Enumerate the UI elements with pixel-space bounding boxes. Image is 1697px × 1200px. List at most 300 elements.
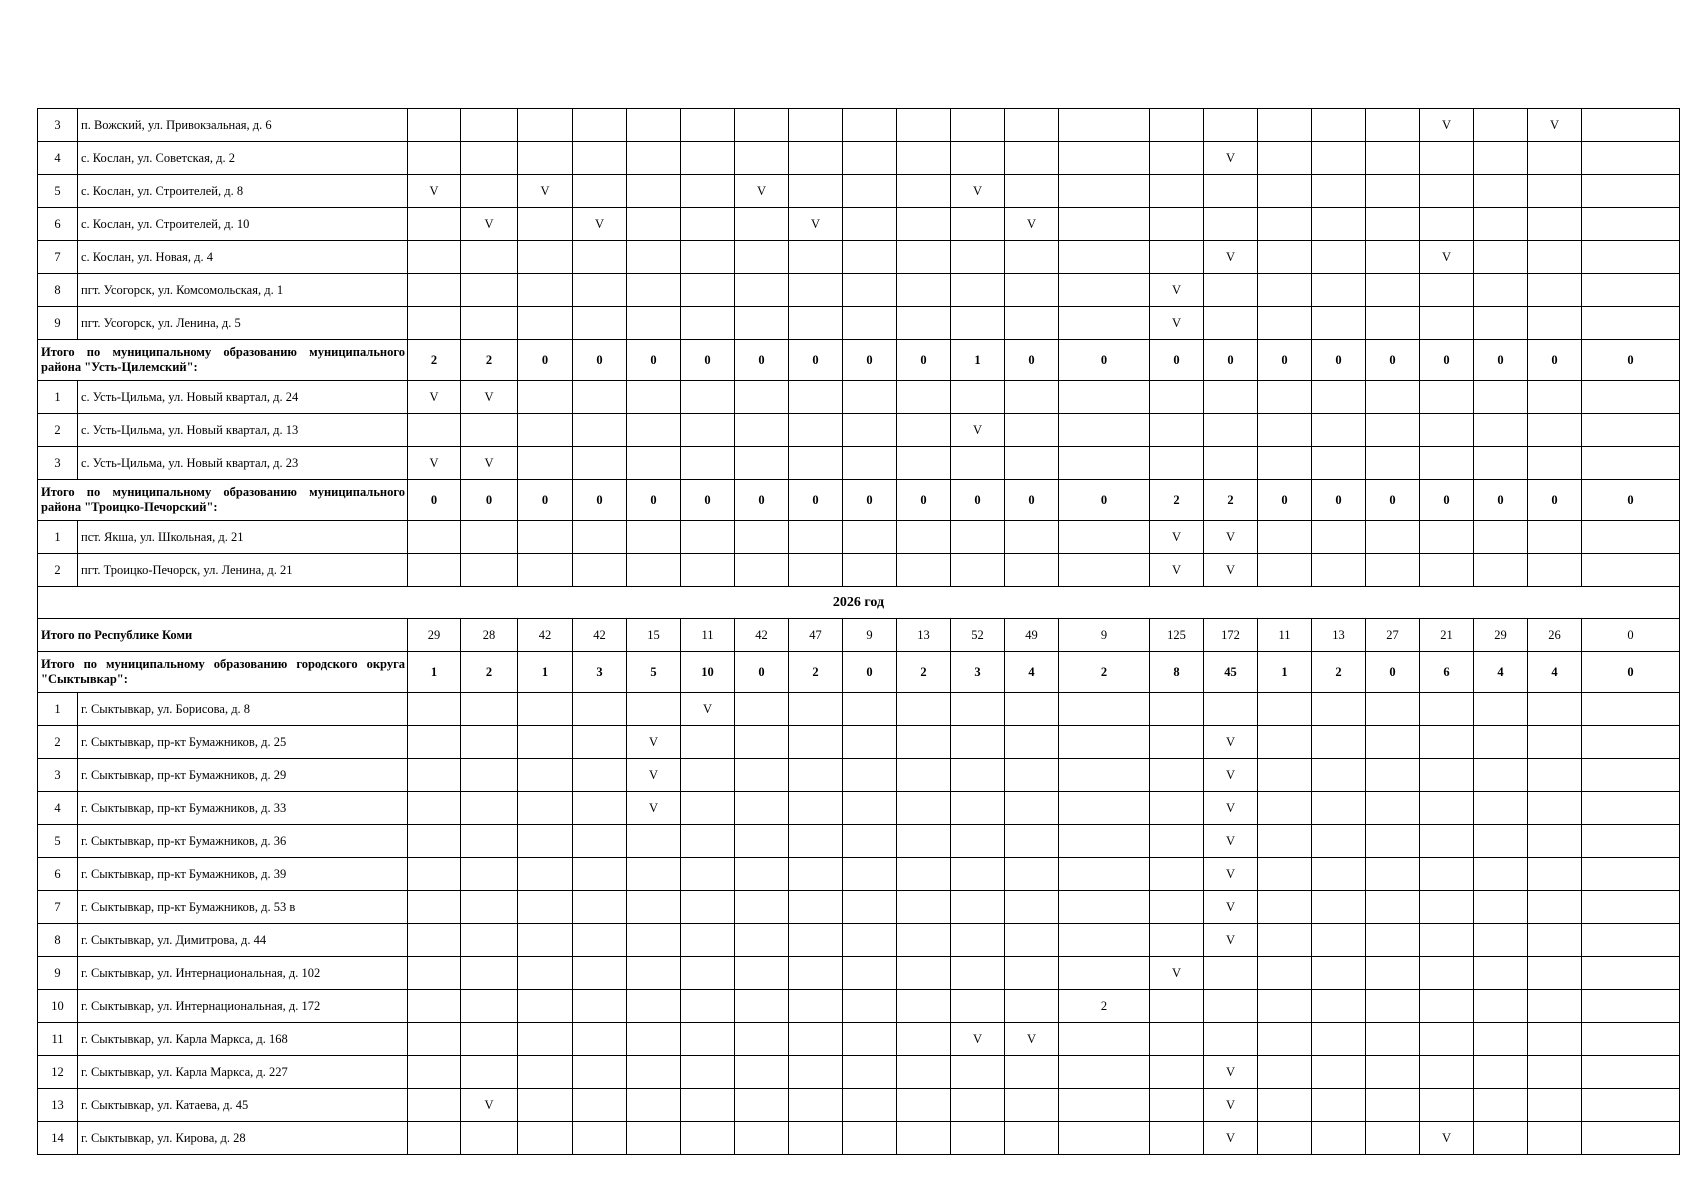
mark-cell: V <box>461 1089 518 1122</box>
mark-cell <box>1366 274 1420 307</box>
row-number: 2 <box>38 414 78 447</box>
mark-cell <box>1474 109 1528 142</box>
table-row <box>38 414 1680 447</box>
mark-cell <box>518 924 573 957</box>
table-row <box>38 1089 1680 1122</box>
table-row <box>38 693 1680 726</box>
mark-cell <box>627 307 681 340</box>
mark-cell <box>1582 825 1680 858</box>
mark-cell <box>1528 1122 1582 1155</box>
total-cell: 0 <box>627 480 681 521</box>
total-cell: 0 <box>573 340 627 381</box>
mark-cell <box>518 307 573 340</box>
mark-cell <box>1258 957 1312 990</box>
mark-cell <box>1474 759 1528 792</box>
mark-cell <box>573 447 627 480</box>
mark-cell <box>518 792 573 825</box>
mark-cell <box>1005 142 1059 175</box>
mark-cell <box>573 792 627 825</box>
total-cell: 0 <box>1005 340 1059 381</box>
mark-cell <box>897 241 951 274</box>
mark-cell <box>897 521 951 554</box>
mark-cell <box>681 554 735 587</box>
mark-cell <box>897 924 951 957</box>
mark-cell <box>1582 208 1680 241</box>
mark-cell <box>518 759 573 792</box>
mark-cell <box>1204 208 1258 241</box>
mark-cell: V <box>1150 274 1204 307</box>
total-cell: 0 <box>1420 480 1474 521</box>
total-cell: 0 <box>518 480 573 521</box>
mark-cell <box>1150 208 1204 241</box>
mark-cell <box>681 1023 735 1056</box>
mark-cell <box>1366 1056 1420 1089</box>
mark-cell <box>681 521 735 554</box>
mark-cell: V <box>789 208 843 241</box>
mark-cell <box>1204 307 1258 340</box>
total-cell: 0 <box>1582 480 1680 521</box>
mark-cell <box>573 274 627 307</box>
total-cell: 42 <box>735 619 789 652</box>
mark-cell <box>1528 1056 1582 1089</box>
mark-cell <box>1312 554 1366 587</box>
table-row <box>38 759 1680 792</box>
mark-cell <box>1312 924 1366 957</box>
mark-cell <box>681 1122 735 1155</box>
mark-cell <box>1474 554 1528 587</box>
total-cell: 42 <box>518 619 573 652</box>
mark-cell <box>1420 726 1474 759</box>
mark-cell <box>1005 414 1059 447</box>
municipality-total-label: Итого по муниципальному образованию муниципального района "Троицко-Печорский": <box>38 480 408 521</box>
mark-cell <box>573 1023 627 1056</box>
mark-cell <box>1005 693 1059 726</box>
row-number: 6 <box>38 858 78 891</box>
mark-cell: V <box>1204 792 1258 825</box>
address-cell: г. Сыктывкар, ул. Борисова, д. 8 <box>78 693 408 726</box>
address-cell: г. Сыктывкар, пр-кт Бумажников, д. 39 <box>78 858 408 891</box>
mark-cell <box>1204 693 1258 726</box>
total-cell: 4 <box>1005 652 1059 693</box>
mark-cell <box>897 693 951 726</box>
mark-cell <box>789 521 843 554</box>
mark-cell <box>1005 891 1059 924</box>
mark-cell <box>1005 109 1059 142</box>
mark-cell <box>789 792 843 825</box>
mark-cell <box>573 858 627 891</box>
mark-cell <box>843 521 897 554</box>
total-cell: 5 <box>627 652 681 693</box>
mark-cell <box>1582 759 1680 792</box>
mark-cell <box>789 726 843 759</box>
mark-cell <box>1258 858 1312 891</box>
mark-cell <box>1059 825 1150 858</box>
mark-cell: V <box>1420 1122 1474 1155</box>
mark-cell <box>1005 957 1059 990</box>
mark-cell <box>1258 175 1312 208</box>
mark-cell <box>1312 109 1366 142</box>
total-cell: 0 <box>1059 340 1150 381</box>
mark-cell <box>518 825 573 858</box>
mark-cell <box>1420 924 1474 957</box>
mark-cell <box>843 825 897 858</box>
mark-cell: V <box>461 447 518 480</box>
mark-cell <box>1366 447 1420 480</box>
mark-cell <box>1420 414 1474 447</box>
row-number: 1 <box>38 693 78 726</box>
mark-cell <box>408 957 461 990</box>
mark-cell: V <box>1204 726 1258 759</box>
mark-cell <box>461 693 518 726</box>
mark-cell <box>1150 726 1204 759</box>
mark-cell <box>573 693 627 726</box>
table-row <box>38 274 1680 307</box>
mark-cell <box>1474 521 1528 554</box>
total-cell: 2 <box>897 652 951 693</box>
mark-cell <box>1420 825 1474 858</box>
mark-cell <box>1005 241 1059 274</box>
mark-cell <box>789 924 843 957</box>
mark-cell <box>681 109 735 142</box>
total-cell: 8 <box>1150 652 1204 693</box>
mark-cell <box>1005 274 1059 307</box>
mark-cell <box>735 109 789 142</box>
mark-cell <box>897 1122 951 1155</box>
mark-cell <box>1005 825 1059 858</box>
mark-cell <box>1059 307 1150 340</box>
mark-cell <box>1528 990 1582 1023</box>
mark-cell <box>573 1056 627 1089</box>
mark-cell <box>627 274 681 307</box>
mark-cell <box>1420 307 1474 340</box>
mark-cell: V <box>681 693 735 726</box>
mark-cell <box>1258 381 1312 414</box>
mark-cell <box>518 1122 573 1155</box>
total-cell: 0 <box>735 340 789 381</box>
mark-cell <box>681 792 735 825</box>
mark-cell <box>843 891 897 924</box>
mark-cell <box>897 858 951 891</box>
mark-cell <box>461 792 518 825</box>
mark-cell <box>1420 175 1474 208</box>
mark-cell <box>1528 792 1582 825</box>
mark-cell <box>897 109 951 142</box>
mark-cell <box>408 693 461 726</box>
mark-cell <box>897 142 951 175</box>
mark-cell: V <box>1204 142 1258 175</box>
mark-cell <box>1258 726 1312 759</box>
table-row <box>38 1056 1680 1089</box>
mark-cell <box>789 858 843 891</box>
mark-cell <box>1366 990 1420 1023</box>
mark-cell <box>1366 693 1420 726</box>
mark-cell <box>735 792 789 825</box>
mark-cell <box>681 924 735 957</box>
mark-cell <box>1312 957 1366 990</box>
total-cell: 2 <box>408 340 461 381</box>
mark-cell <box>627 414 681 447</box>
mark-cell <box>1059 858 1150 891</box>
address-cell: с. Кослан, ул. Строителей, д. 8 <box>78 175 408 208</box>
total-cell: 0 <box>951 480 1005 521</box>
mark-cell <box>518 208 573 241</box>
mark-cell <box>1366 175 1420 208</box>
mark-cell <box>461 274 518 307</box>
table-row <box>38 241 1680 274</box>
mark-cell <box>951 554 1005 587</box>
row-number: 7 <box>38 241 78 274</box>
table-row <box>38 825 1680 858</box>
mark-cell <box>1258 521 1312 554</box>
mark-cell <box>951 924 1005 957</box>
mark-cell <box>1059 109 1150 142</box>
mark-cell <box>1312 1056 1366 1089</box>
mark-cell <box>1258 109 1312 142</box>
mark-cell <box>843 142 897 175</box>
total-cell: 6 <box>1420 652 1474 693</box>
mark-cell <box>1366 414 1420 447</box>
mark-cell <box>1204 109 1258 142</box>
mark-cell: V <box>951 1023 1005 1056</box>
mark-cell <box>1420 891 1474 924</box>
mark-cell <box>461 990 518 1023</box>
summary-row <box>38 340 1680 381</box>
address-cell: г. Сыктывкар, ул. Интернациональная, д. 102 <box>78 957 408 990</box>
mark-cell <box>789 241 843 274</box>
mark-cell <box>951 759 1005 792</box>
mark-cell <box>843 726 897 759</box>
mark-cell <box>408 554 461 587</box>
municipality-total-label: Итого по муниципальному образованию городского округа "Сыктывкар": <box>38 652 408 693</box>
total-cell: 0 <box>1005 480 1059 521</box>
table-row <box>38 175 1680 208</box>
mark-cell <box>1582 1122 1680 1155</box>
mark-cell <box>1474 142 1528 175</box>
mark-cell <box>1258 759 1312 792</box>
total-cell: 0 <box>1366 652 1420 693</box>
total-cell: 0 <box>461 480 518 521</box>
mark-cell <box>627 858 681 891</box>
mark-cell <box>843 858 897 891</box>
mark-cell <box>408 241 461 274</box>
mark-cell <box>461 924 518 957</box>
total-cell: 0 <box>1528 340 1582 381</box>
mark-cell <box>681 858 735 891</box>
mark-cell <box>1474 274 1528 307</box>
mark-cell <box>518 554 573 587</box>
mark-cell <box>627 1122 681 1155</box>
table-row <box>38 1122 1680 1155</box>
mark-cell <box>1258 241 1312 274</box>
total-cell: 1 <box>518 652 573 693</box>
mark-cell <box>1059 414 1150 447</box>
mark-cell <box>1528 825 1582 858</box>
total-cell: 0 <box>735 480 789 521</box>
mark-cell <box>1420 957 1474 990</box>
mark-cell <box>897 208 951 241</box>
mark-cell <box>1420 274 1474 307</box>
mark-cell <box>1258 990 1312 1023</box>
mark-cell <box>1204 414 1258 447</box>
total-cell: 0 <box>1312 340 1366 381</box>
mark-cell <box>573 307 627 340</box>
mark-cell <box>735 521 789 554</box>
mark-cell <box>408 142 461 175</box>
mark-cell <box>1312 208 1366 241</box>
mark-cell <box>627 1089 681 1122</box>
mark-cell <box>1582 307 1680 340</box>
mark-cell <box>951 957 1005 990</box>
mark-cell <box>1528 142 1582 175</box>
mark-cell <box>627 175 681 208</box>
mark-cell <box>1312 307 1366 340</box>
mark-cell <box>1582 726 1680 759</box>
mark-cell <box>518 1056 573 1089</box>
mark-cell <box>897 1023 951 1056</box>
total-cell: 11 <box>681 619 735 652</box>
mark-cell <box>1474 1089 1528 1122</box>
address-cell: с. Кослан, ул. Строителей, д. 10 <box>78 208 408 241</box>
mark-cell <box>518 693 573 726</box>
mark-cell <box>735 208 789 241</box>
mark-cell <box>1366 1089 1420 1122</box>
mark-cell <box>735 759 789 792</box>
total-cell: 0 <box>1582 652 1680 693</box>
mark-cell <box>1059 924 1150 957</box>
mark-cell <box>897 414 951 447</box>
mark-cell <box>1312 792 1366 825</box>
mark-cell <box>1420 447 1474 480</box>
mark-cell <box>789 142 843 175</box>
mark-cell <box>681 208 735 241</box>
total-cell: 0 <box>1059 480 1150 521</box>
mark-cell <box>735 1122 789 1155</box>
mark-cell <box>843 554 897 587</box>
mark-cell <box>1474 924 1528 957</box>
mark-cell <box>843 109 897 142</box>
mark-cell <box>1059 521 1150 554</box>
mark-cell <box>1366 1122 1420 1155</box>
mark-cell <box>735 142 789 175</box>
mark-cell <box>1258 1089 1312 1122</box>
mark-cell <box>408 792 461 825</box>
mark-cell <box>1258 307 1312 340</box>
address-cell: пгт. Усогорск, ул. Комсомольская, д. 1 <box>78 274 408 307</box>
mark-cell <box>627 693 681 726</box>
address-cell: г. Сыктывкар, ул. Кирова, д. 28 <box>78 1122 408 1155</box>
mark-cell <box>735 957 789 990</box>
mark-cell <box>1312 241 1366 274</box>
mark-cell <box>1258 1122 1312 1155</box>
mark-cell <box>573 924 627 957</box>
mark-cell <box>1150 693 1204 726</box>
mark-cell <box>681 241 735 274</box>
mark-cell <box>1528 381 1582 414</box>
mark-cell <box>518 858 573 891</box>
mark-cell <box>1582 990 1680 1023</box>
mark-cell <box>518 990 573 1023</box>
mark-cell: V <box>1204 521 1258 554</box>
mark-cell <box>1150 142 1204 175</box>
mark-cell <box>627 381 681 414</box>
address-cell: г. Сыктывкар, ул. Интернациональная, д. 172 <box>78 990 408 1023</box>
mark-cell <box>1059 274 1150 307</box>
mark-cell <box>1420 521 1474 554</box>
mark-cell <box>843 693 897 726</box>
mark-cell: V <box>951 175 1005 208</box>
mark-cell <box>897 990 951 1023</box>
mark-cell <box>573 957 627 990</box>
mark-cell <box>1420 792 1474 825</box>
address-cell: с. Кослан, ул. Советская, д. 2 <box>78 142 408 175</box>
mark-cell <box>1582 693 1680 726</box>
mark-cell <box>1258 142 1312 175</box>
mark-cell <box>735 891 789 924</box>
mark-cell <box>627 1056 681 1089</box>
total-cell: 4 <box>1528 652 1582 693</box>
mark-cell <box>1528 175 1582 208</box>
mark-cell <box>951 208 1005 241</box>
mark-cell <box>461 1122 518 1155</box>
mark-cell <box>461 307 518 340</box>
mark-cell <box>735 825 789 858</box>
mark-cell <box>1366 957 1420 990</box>
mark-cell <box>1474 990 1528 1023</box>
mark-cell <box>681 447 735 480</box>
mark-cell <box>518 891 573 924</box>
mark-cell <box>408 1122 461 1155</box>
table-row <box>38 858 1680 891</box>
total-cell: 0 <box>1528 480 1582 521</box>
mark-cell <box>1258 1023 1312 1056</box>
row-number: 12 <box>38 1056 78 1089</box>
mark-cell <box>518 241 573 274</box>
row-number: 11 <box>38 1023 78 1056</box>
mark-cell: V <box>573 208 627 241</box>
mark-cell <box>1258 554 1312 587</box>
mark-cell <box>1528 447 1582 480</box>
mark-cell <box>1312 175 1366 208</box>
mark-cell <box>1059 726 1150 759</box>
mark-cell <box>735 924 789 957</box>
total-cell: 0 <box>1582 619 1680 652</box>
mark-cell <box>789 1056 843 1089</box>
mark-cell <box>1582 521 1680 554</box>
mark-cell: V <box>735 175 789 208</box>
total-cell: 0 <box>843 652 897 693</box>
mark-cell <box>1005 447 1059 480</box>
mark-cell <box>735 554 789 587</box>
mark-cell <box>1312 858 1366 891</box>
mark-cell <box>1366 792 1420 825</box>
mark-cell <box>789 759 843 792</box>
mark-cell <box>461 858 518 891</box>
total-cell: 0 <box>627 340 681 381</box>
mark-cell: V <box>1204 1089 1258 1122</box>
row-number: 4 <box>38 142 78 175</box>
mark-cell <box>951 521 1005 554</box>
total-cell: 3 <box>951 652 1005 693</box>
mark-cell <box>408 891 461 924</box>
mark-cell <box>573 990 627 1023</box>
mark-cell <box>1420 554 1474 587</box>
mark-cell <box>1528 307 1582 340</box>
mark-cell <box>1005 759 1059 792</box>
mark-cell <box>1366 1023 1420 1056</box>
mark-cell <box>518 414 573 447</box>
total-cell: 45 <box>1204 652 1258 693</box>
mark-cell <box>1420 990 1474 1023</box>
